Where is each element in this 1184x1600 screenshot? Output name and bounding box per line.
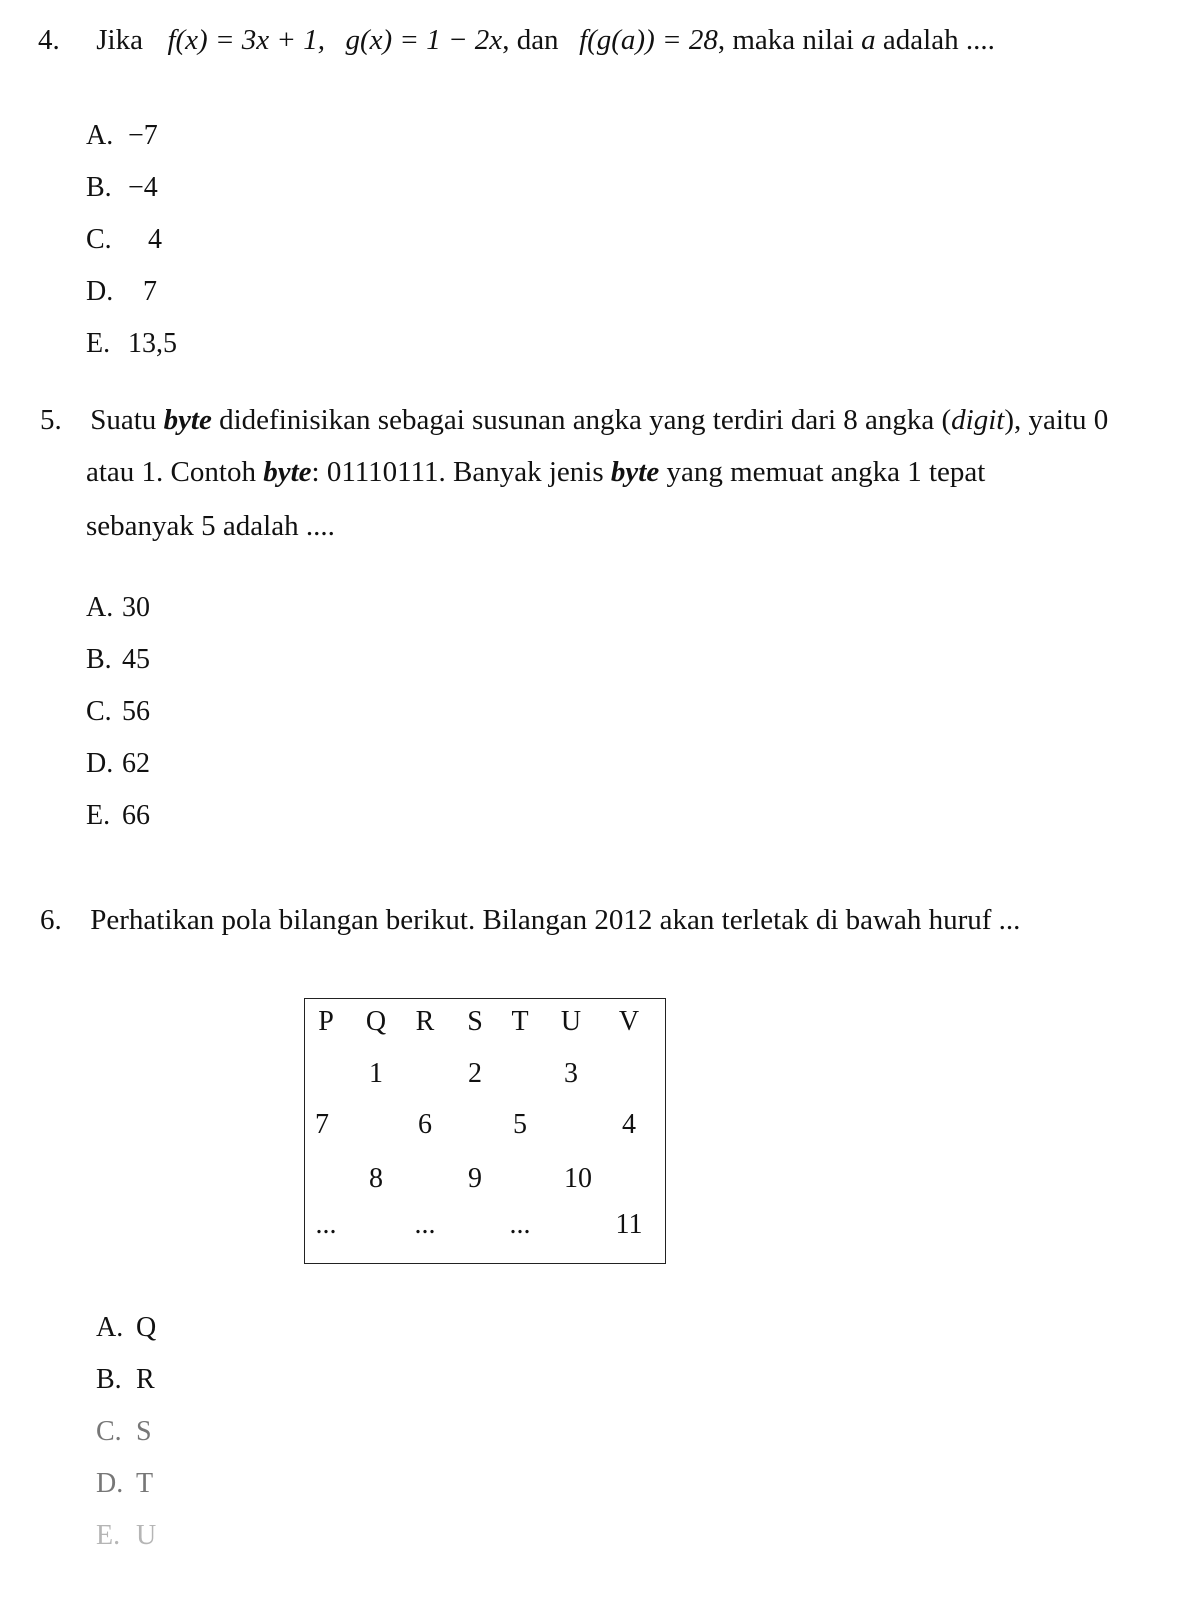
q6-option-b[interactable] <box>96 1366 155 1394</box>
q4-option-b[interactable] <box>86 174 158 202</box>
number-pattern-table <box>304 998 666 1264</box>
header-v: V <box>618 1006 640 1037</box>
table-cell: 5 <box>513 1109 527 1140</box>
text-fragment: : 01110111. Banyak jenis <box>311 456 604 488</box>
table-cell: ... <box>414 1209 436 1240</box>
table-cell: 7 <box>315 1109 329 1140</box>
question-mid: , dan <box>502 24 559 56</box>
option-value: S <box>136 1416 152 1447</box>
q6-option-a[interactable] <box>96 1314 156 1342</box>
byte-term: byte <box>163 404 212 436</box>
question-4 <box>38 26 995 55</box>
option-label: D. <box>86 748 114 779</box>
g-definition: g(x) = 1 − 2x <box>345 24 503 56</box>
option-value: T <box>136 1468 154 1499</box>
question-number: 6. <box>40 904 62 936</box>
q5-option-d[interactable] <box>86 750 150 778</box>
question-tail: , maka nilai <box>717 24 854 56</box>
q4-option-d[interactable] <box>86 278 157 306</box>
option-label: C. <box>96 1416 122 1447</box>
table-cell: 8 <box>369 1163 383 1194</box>
q6-option-c[interactable] <box>96 1418 152 1446</box>
option-value: U <box>136 1520 157 1551</box>
composition-equation: f(g(a)) = 28 <box>579 24 718 56</box>
header-t: T <box>511 1006 529 1037</box>
header-p: P <box>318 1006 334 1037</box>
byte-term: byte <box>263 456 312 488</box>
header-q: Q <box>365 1006 387 1037</box>
table-cell: 6 <box>418 1109 432 1140</box>
option-label: D. <box>86 276 114 307</box>
option-label: B. <box>96 1364 122 1395</box>
option-value: 66 <box>122 800 150 831</box>
option-value: −4 <box>128 172 158 203</box>
question-end: adalah .... <box>882 24 995 56</box>
text-fragment: Suatu <box>90 404 157 436</box>
question-5-line-3 <box>86 512 335 541</box>
header-s: S <box>467 1006 483 1037</box>
option-value: 13,5 <box>128 328 177 359</box>
option-label: A. <box>86 592 114 623</box>
table-cell: 4 <box>622 1109 636 1140</box>
text-fragment: atau 1. Contoh <box>86 456 256 488</box>
option-label: C. <box>86 224 112 255</box>
table-cell: ... <box>315 1209 337 1240</box>
variable-a: a <box>861 24 876 56</box>
table-cell: 1 <box>369 1058 383 1089</box>
question-5-line-1 <box>40 406 1108 435</box>
text-fragment: didefinisikan sebagai susunan angka yang terdiri dari 8 angka ( <box>219 404 952 436</box>
option-value: 45 <box>122 644 150 675</box>
q4-option-c[interactable] <box>86 226 162 254</box>
table-cell: 11 <box>615 1209 643 1240</box>
q5-option-b[interactable] <box>86 646 150 674</box>
table-cell: 10 <box>564 1163 592 1194</box>
table-cell: 9 <box>468 1163 482 1194</box>
option-label: B. <box>86 644 112 675</box>
question-5-line-2 <box>86 458 985 487</box>
option-label: A. <box>86 120 114 151</box>
option-value: −7 <box>128 120 158 151</box>
option-label: E. <box>86 800 111 831</box>
option-value: 7 <box>143 276 157 307</box>
option-value: 62 <box>122 748 150 779</box>
q5-option-e[interactable] <box>86 802 150 830</box>
option-label: D. <box>96 1468 124 1499</box>
option-label: C. <box>86 696 112 727</box>
byte-term: byte <box>610 456 660 488</box>
option-value: 4 <box>148 224 162 255</box>
option-label: A. <box>96 1312 124 1343</box>
digit-term: digit <box>951 404 1005 436</box>
f-definition: f(x) = 3x + 1, <box>167 24 325 56</box>
q5-option-c[interactable] <box>86 698 150 726</box>
option-value: 56 <box>122 696 150 727</box>
q6-option-d[interactable] <box>96 1470 153 1498</box>
table-cell: 2 <box>468 1058 482 1089</box>
table-cell: ... <box>509 1209 531 1240</box>
header-r: R <box>415 1006 435 1037</box>
option-value: 30 <box>122 592 150 623</box>
option-value: Q <box>136 1312 157 1343</box>
text-fragment: ), yaitu 0 <box>1004 404 1109 436</box>
question-6 <box>40 906 1020 935</box>
text-fragment: yang memuat angka 1 tepat <box>666 456 986 488</box>
option-label: B. <box>86 172 112 203</box>
table-cell: 3 <box>564 1058 578 1089</box>
question-lead: Jika <box>96 24 143 56</box>
header-u: U <box>560 1006 582 1037</box>
option-label: E. <box>96 1520 121 1551</box>
q6-option-e[interactable] <box>96 1522 156 1550</box>
option-label: E. <box>86 328 111 359</box>
question-number: 5. <box>40 404 62 436</box>
q4-option-a[interactable] <box>86 122 158 150</box>
option-value: R <box>136 1364 155 1395</box>
text-fragment: sebanyak 5 adalah .... <box>86 510 335 542</box>
q5-option-a[interactable] <box>86 594 150 622</box>
q4-option-e[interactable] <box>86 330 177 358</box>
question-text: Perhatikan pola bilangan berikut. Bilangan 2012 akan terletak di bawah huruf ... <box>90 904 1021 936</box>
question-number: 4. <box>38 24 60 56</box>
